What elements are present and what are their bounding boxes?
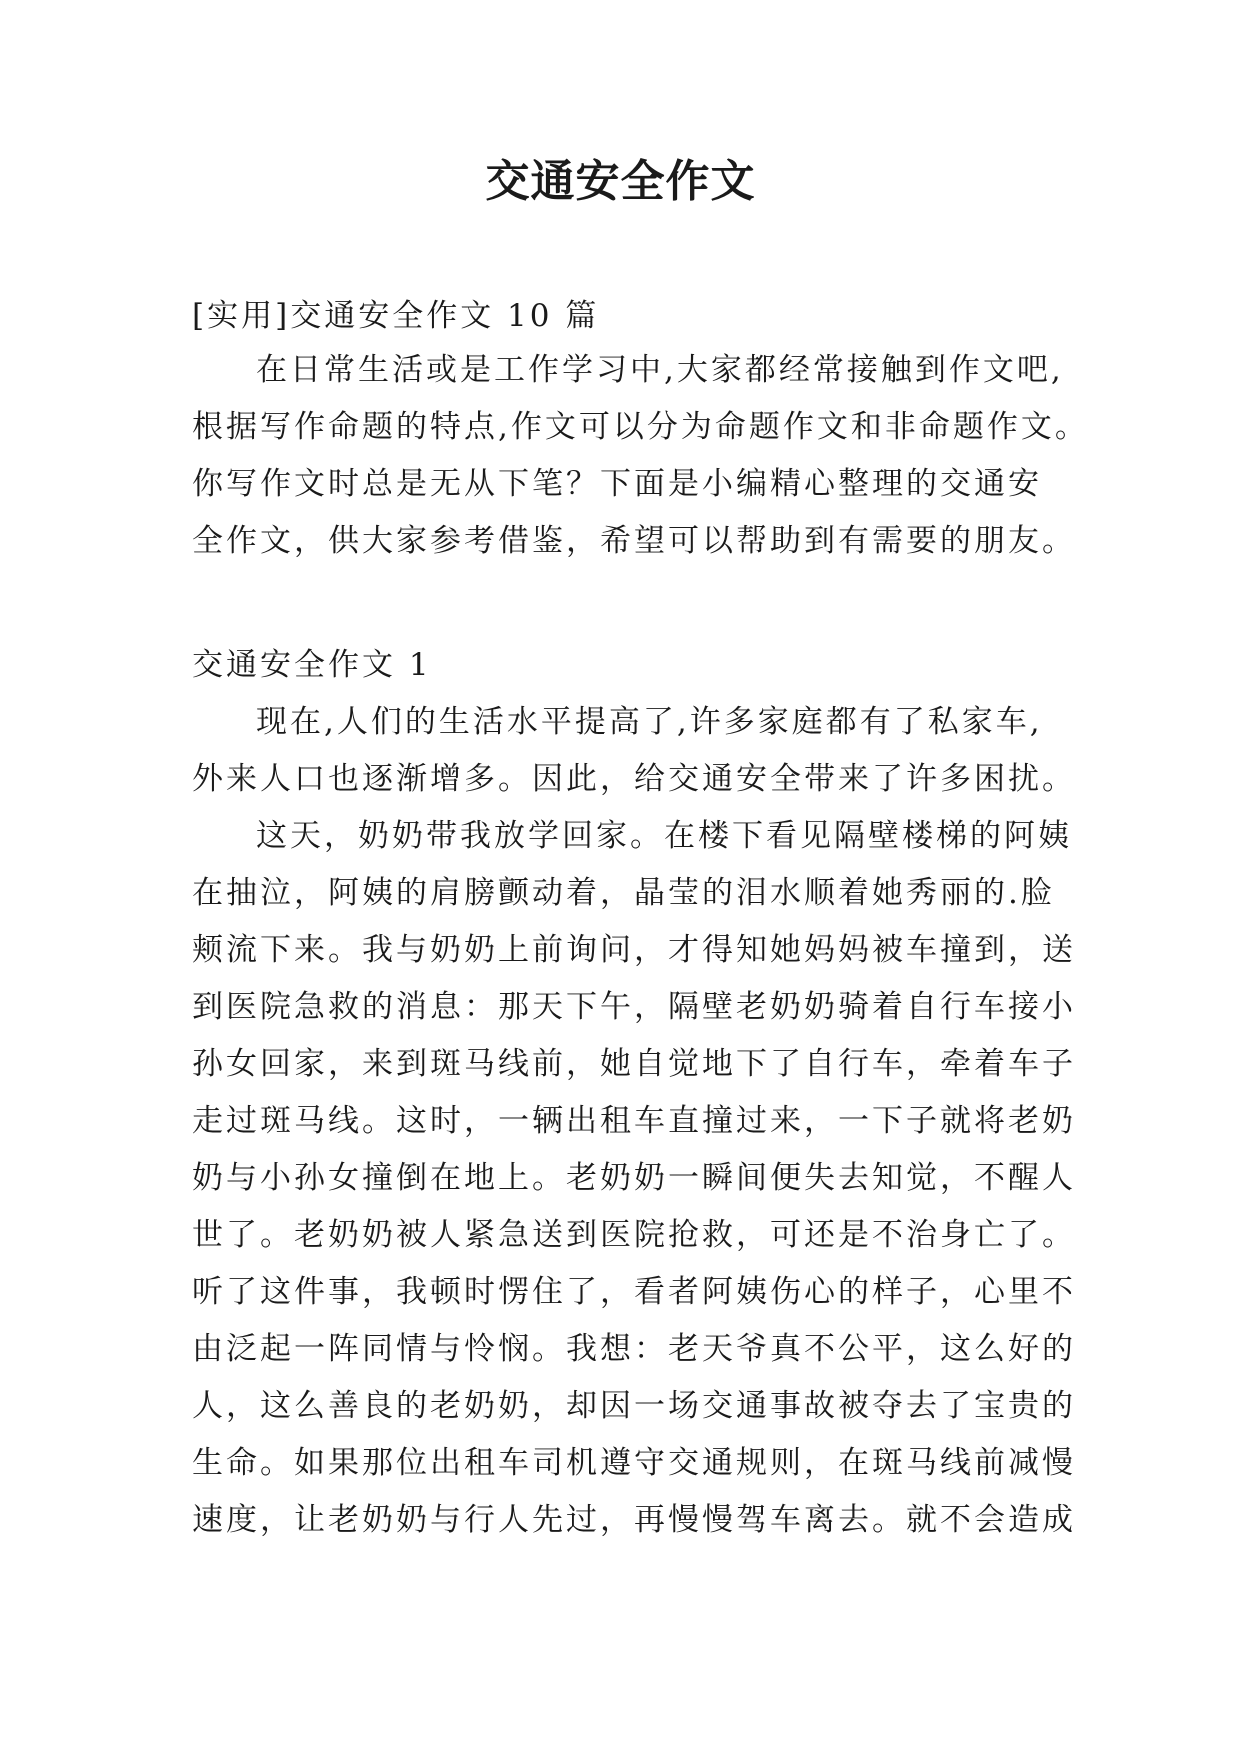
paragraph-line: 在抽泣，阿姨的肩膀颤动着，晶莹的泪水顺着她秀丽的.脸	[192, 875, 1055, 911]
intro-line: 在日常生活或是工作学习中,大家都经常接触到作文吧,	[256, 352, 1064, 388]
paragraph-line: 孙女回家，来到斑马线前，她自觉地下了自行车，牵着车子	[192, 1046, 1076, 1082]
intro-line: 全作文，供大家参考借鉴，希望可以帮助到有需要的朋友。	[192, 523, 1076, 559]
paragraph-line: 世了。老奶奶被人紧急送到医院抢救，可还是不治身亡了。	[192, 1217, 1076, 1253]
intro-line: 根据写作命题的特点,作文可以分为命题作文和非命题作文。	[192, 409, 1089, 445]
paragraph-line: 现在,人们的生活水平提高了,许多家庭都有了私家车,	[256, 704, 1043, 740]
paragraph-line: 到医院急救的消息：那天下午，隔壁老奶奶骑着自行车接小	[192, 989, 1076, 1025]
paragraph-line: 这天，奶奶带我放学回家。在楼下看见隔壁楼梯的阿姨	[256, 818, 1072, 854]
document-subtitle: [实用]交通安全作文 10 篇	[192, 298, 600, 334]
intro-line: 你写作文时总是无从下笔？下面是小编精心整理的交通安	[192, 466, 1042, 502]
paragraph-line: 奶与小孙女撞倒在地上。老奶奶一瞬间便失去知觉，不醒人	[192, 1160, 1076, 1196]
paragraph-line: 人，这么善良的老奶奶，却因一场交通事故被夺去了宝贵的	[192, 1388, 1076, 1424]
document-title: 交通安全作文	[485, 156, 756, 207]
paragraph-line: 外来人口也逐渐增多。因此，给交通安全带来了许多困扰。	[192, 761, 1076, 797]
paragraph-line: 生命。如果那位出租车司机遵守交通规则，在斑马线前减慢	[192, 1445, 1076, 1481]
paragraph-line: 走过斑马线。这时，一辆出租车直撞过来，一下子就将老奶	[192, 1103, 1076, 1139]
paragraph-line: 颊流下来。我与奶奶上前询问，才得知她妈妈被车撞到，送	[192, 932, 1076, 968]
paragraph-line: 听了这件事，我顿时愣住了，看者阿姨伤心的样子，心里不	[192, 1274, 1076, 1310]
section-heading: 交通安全作文 1	[192, 647, 432, 683]
paragraph-line: 速度，让老奶奶与行人先过，再慢慢驾车离去。就不会造成	[192, 1502, 1076, 1538]
paragraph-line: 由泛起一阵同情与怜悯。我想：老天爷真不公平，这么好的	[192, 1331, 1076, 1367]
